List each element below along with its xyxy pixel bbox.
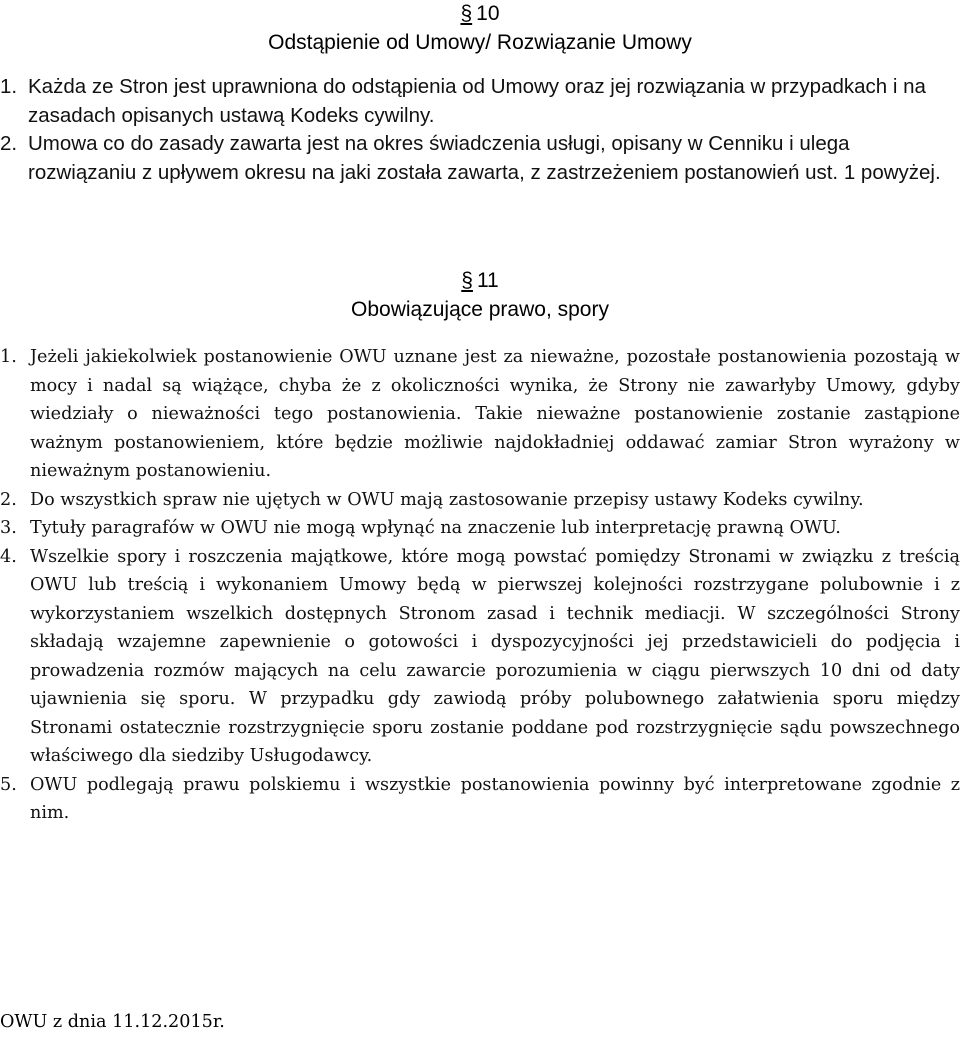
list-item-number: 2. [0, 132, 18, 155]
section-11-heading [0, 266, 960, 324]
list-item [0, 130, 960, 187]
section-10-title: Odstąpienie od Umowy/ Rozwiązanie Umowy [268, 31, 692, 54]
section-11 [0, 266, 960, 828]
list-item-text: Do wszystkich spraw nie ujętych w OWU mają zastosowanie przepisy ustawy Kodeks cywilny. [30, 489, 864, 510]
list-item-number: 1. [0, 347, 17, 367]
list-item-number: 3. [0, 518, 17, 538]
list-item-text: Wszelkie spory i roszczenia majątkowe, które mogą powstać pomiędzy Stronami w związku z treścią OWU lub treścią i wykonaniem Umowy będą w pierwszej kolejności rozstrzygane polubownie i z wykorzystaniem wszelkich dostępnych Stronom zasad i technik mediacji. W szczególności Strony składają wzajemne zapewnienie o gotowości i dyspozycyjności jej przedstawicieli do podjęcia i prowadzenia rozmów mających na celu zawarcie porozumienia w ciągu pierwszych 10 dni od daty ujawnienia się sporu. W przypadku gdy zawiodą próby polubownego załatwienia sporu między Stronami ostatecznie rozstrzygnięcie sporu zostanie poddane pod rozstrzygnięcie sądu powszechnego właściwego dla siedziby Usługodawcy. [30, 546, 960, 766]
list-item [0, 514, 960, 543]
list-item-number: 4. [0, 546, 17, 567]
paragraph-symbol: § [461, 269, 473, 292]
list-item [0, 486, 960, 515]
section-10-list [0, 73, 960, 187]
list-item [0, 73, 960, 130]
document-date: OWU z dnia 11.12.2015r. [0, 1012, 225, 1032]
list-item-text: Tytuły paragrafów w OWU nie mogą wpłynąć na znaczenie lub interpretację prawną OWU. [30, 518, 841, 538]
list-item [0, 543, 960, 771]
section-number: 11 [476, 269, 499, 292]
list-item [0, 343, 960, 486]
list-item-number: 5. [0, 774, 17, 795]
list-item [0, 771, 960, 828]
section-11-list [0, 343, 960, 828]
list-item-text: Każda ze Stron jest uprawniona do odstąpienia od Umowy oraz jej rozwiązania w przypadkach i na zasadach opisanych ustawą Kodeks cywilny. [28, 75, 926, 127]
list-item-text: Jeżeli jakiekolwiek postanowienie OWU uznane jest za nieważne, pozostałe postanowienia pozostają w mocy i nadal są wiążące, chyba że z okoliczności wynika, że Strony nie zawarłyby Umowy, gdyby wiedziały o nieważności tego postanowienia. Takie nieważne postanowienie zostanie zastąpione ważnym postanowieniem, które będzie możliwie najdokładniej oddawać zamiar Stron wyrażony w nieważnym postanowieniu. [30, 347, 960, 481]
section-10 [0, 0, 960, 187]
section-11-title: Obowiązujące prawo, spory [351, 298, 609, 321]
list-item-text: OWU podlegają prawu polskiemu i wszystkie postanowienia powinny być interpretowane zgodnie z nim. [30, 774, 960, 823]
section-10-heading [0, 0, 960, 57]
section-number: 10 [476, 2, 500, 25]
list-item-number: 1. [0, 75, 18, 98]
section-11-number [0, 266, 960, 295]
section-10-number [0, 0, 960, 28]
list-item-text: Umowa co do zasady zawarta jest na okres świadczenia usługi, opisany w Cenniku i ulega rozwiązaniu z upływem okresu na jaki została zawarta, z zastrzeżeniem postanowień ust. 1 powyżej. [28, 132, 941, 184]
paragraph-symbol: § [460, 2, 473, 25]
list-item-number: 2. [0, 489, 17, 510]
